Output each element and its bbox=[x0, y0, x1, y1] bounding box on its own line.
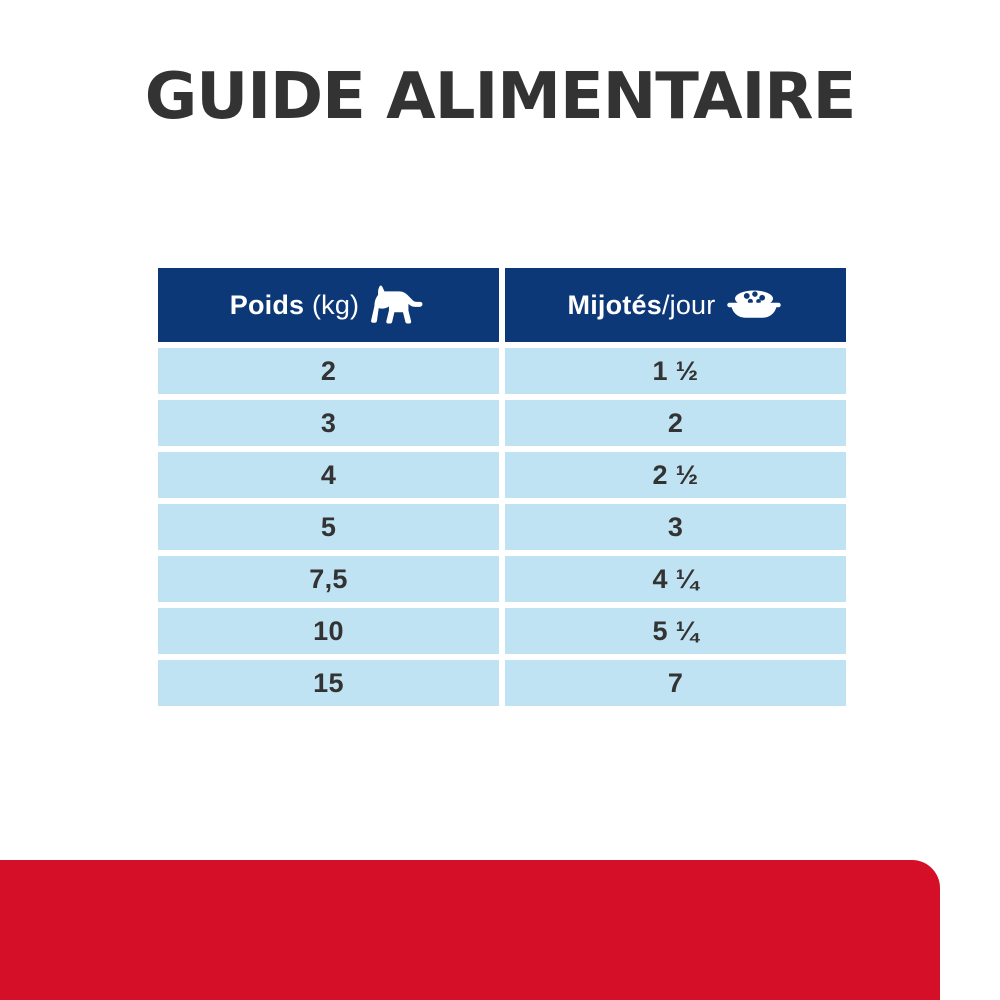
table-row: 7 bbox=[505, 660, 846, 706]
table-header-weight-label: Poids (kg) bbox=[229, 289, 360, 320]
table-row: 3 bbox=[505, 504, 846, 550]
table-row: 4 ¼ bbox=[505, 556, 846, 602]
dog-icon bbox=[369, 283, 427, 327]
table-row: 2 ½ bbox=[505, 452, 846, 498]
table-header-weight bbox=[158, 268, 499, 342]
table-row: 1 ½ bbox=[505, 348, 846, 394]
table-header-portion-label: Mijotés/jour bbox=[567, 289, 716, 320]
table-row: 5 ¼ bbox=[505, 608, 846, 654]
bottom-red-band bbox=[0, 860, 940, 1000]
feeding-guide-table bbox=[158, 268, 846, 706]
table-row: 3 bbox=[158, 400, 499, 446]
table-header-portion bbox=[505, 268, 846, 342]
table-row: 2 bbox=[158, 348, 499, 394]
table-row: 2 bbox=[505, 400, 846, 446]
table-row: 4 bbox=[158, 452, 499, 498]
table-row: 15 bbox=[158, 660, 499, 706]
table-row: 7,5 bbox=[158, 556, 499, 602]
table-grid bbox=[158, 268, 846, 706]
table-row: 10 bbox=[158, 608, 499, 654]
food-bowl-icon bbox=[725, 283, 783, 327]
page-title: GUIDE ALIMENTAIRE bbox=[144, 60, 856, 134]
table-row: 5 bbox=[158, 504, 499, 550]
